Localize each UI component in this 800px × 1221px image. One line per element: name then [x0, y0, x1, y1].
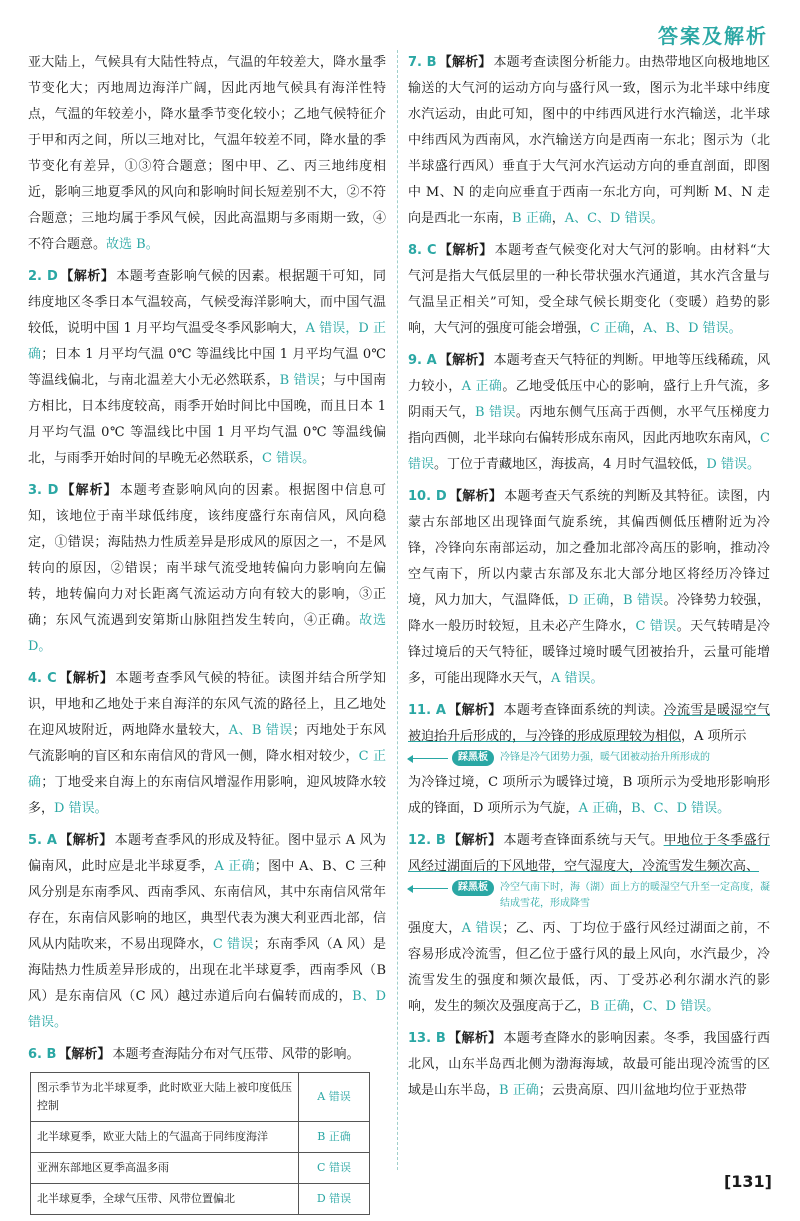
answer-highlight: 故选 D。 — [28, 613, 386, 654]
analysis-tag: 【解析】 — [58, 833, 113, 848]
question-number: 2. D — [28, 269, 58, 284]
analysis-tag: 【解析】 — [58, 1047, 111, 1062]
text: 本题考查海陆分布对气压带、风带的影响。 — [112, 1047, 360, 1062]
answer-highlight: A、C、D 错误。 — [564, 211, 664, 226]
answer-highlight: C 正确 — [590, 321, 631, 336]
text: 本题考查天气系统的判断及其特征。读图，内蒙古东部地区出现锋面气旋系统，其偏西侧低压槽附近为冷锋，冷锋向东南部运动，加之叠加北部冷高压的影响，推动冷空气南下，所以内蒙古东部及东北大部分地区将经历冷锋过境，风力加大，气温降低， — [408, 489, 770, 608]
question-number: 3. D — [28, 483, 59, 498]
answer-q4 — [28, 666, 386, 822]
underlined-text: 冷流雪是暖湿空气被迫抬升后形成的，与冷锋的形成原理较为相似 — [408, 703, 770, 744]
answer-highlight: B 错误 — [279, 373, 321, 388]
text: ， — [618, 801, 632, 816]
arrow-icon — [408, 758, 448, 759]
answer-highlight: A 错误，D 正确 — [28, 321, 386, 362]
text: 本题考查气候变化对大气河的影响。由材料“大气河是指大气低层里的一种长带状强水汽通道，其水汽含量与气温呈正相关”可知，受全球气候长期变化（变暖）趋势的影响，大气河的强度可能会增强， — [408, 243, 770, 336]
text: 本题考查影响风向的因素。根据图中信息可知，该地位于南半球低纬度，该纬度盛行东南信风，风向稳定，①错误；海陆热力性质差异是形成风的原因之一，不是风转向的原因，②错误；南半球气流受地转偏向力影响向左偏转，地转偏向力对长距离气流运动方向有较大的影响，③正确；东风气流遇到安第斯山脉阻挡发生转向，④正确。 — [28, 483, 386, 628]
analysis-tag: 【解析】 — [447, 833, 502, 848]
analysis-tag: 【解析】 — [438, 55, 492, 70]
text: 。丙地东侧气压高于西侧，水平气压梯度力指向西侧，北半球向右偏转形成东南风，因此丙地吹东南风， — [408, 405, 770, 446]
blackboard-note — [408, 750, 770, 766]
analysis-tag: 【解析】 — [438, 243, 493, 258]
question-number: 4. C — [28, 671, 57, 686]
text: ；云贵高原、四川盆地均位于亚热带 — [538, 1083, 747, 1098]
text: 本题考查锋面系统与天气。 — [503, 833, 664, 848]
answer-q12 — [408, 828, 770, 1020]
analysis-tag: 【解析】 — [447, 703, 502, 718]
underlined-text: 甲地位于冬季盛行风经过湖面后的下风地带，空气湿度大，冷流雪发生频次高、 — [408, 833, 770, 874]
answer-q2 — [28, 264, 386, 472]
question-number: 10. D — [408, 489, 447, 504]
analysis-tag: 【解析】 — [438, 353, 492, 368]
answer-highlight: C 错误。 — [262, 451, 316, 466]
analysis-tag: 【解析】 — [59, 269, 115, 284]
answer-highlight: B 正确 — [590, 999, 630, 1014]
answer-highlight: D 正确 — [568, 593, 610, 608]
text: 。乙地受低压中心的影响，盛行上升气流，多阴雨天气， — [408, 379, 770, 420]
answer-q13 — [408, 1026, 770, 1104]
note-badge: 踩黑板 — [452, 750, 494, 766]
text: 强度大， — [408, 921, 462, 936]
analysis-tag: 【解析】 — [60, 483, 118, 498]
text: 本题考查降水的影响因素。冬季，我国盛行西北风，山东半岛西北侧为渤海海域，故最可能出现冷流雪的区域是山东半岛， — [408, 1031, 770, 1098]
table-cell-result: C 错误 — [299, 1153, 370, 1184]
text: ；与中国南方相比，日本纬度较高，雨季开始时间比中国晚，而且日本 1 月平均气温 0℃ 等温线比中国 1 月平均气温 0℃ 等温线偏北，与雨季开始时间的早晚无必然联系， — [28, 373, 386, 466]
answer-q7 — [408, 50, 770, 232]
blackboard-note — [408, 880, 770, 912]
text: ， — [551, 211, 565, 226]
question-number: 5. A — [28, 833, 57, 848]
text: 本题考查天气特征的判断。甲地等压线稀疏，风力较小， — [408, 353, 770, 394]
text: ， — [629, 999, 643, 1014]
question-number: 7. B — [408, 55, 437, 70]
right-column — [408, 50, 770, 1110]
note-badge: 踩黑板 — [452, 880, 494, 896]
answer-highlight: A 正确 — [214, 859, 255, 874]
text: ， — [609, 593, 623, 608]
answer-highlight: A、B、D 错误。 — [643, 321, 742, 336]
question-number: 11. A — [408, 703, 446, 718]
answer-highlight: C 正确 — [28, 749, 386, 790]
note-text: 冷空气南下时，海（湖）面上方的暖湿空气升至一定高度，凝结成雪花，形成降雪 — [500, 882, 770, 909]
answer-q5 — [28, 828, 386, 1036]
answer-q10 — [408, 484, 770, 692]
column-divider — [397, 50, 398, 1170]
answer-q9 — [408, 348, 770, 478]
text: ；图中 A、B、C 三种风分别是东南季风、西南季风、东南信风，其中东南信风常年存在，东南信风影响的地区，典型代表为澳大利亚西北部，信风从内陆吹来，不易出现降水， — [28, 859, 386, 952]
answer-highlight: C 错误 — [635, 619, 677, 634]
answer-highlight: B 错误 — [474, 405, 516, 420]
answer-highlight: C、D 错误。 — [642, 999, 720, 1014]
answer-highlight: C 错误 — [212, 937, 254, 952]
left-column — [28, 50, 386, 1221]
answer-highlight: B 正确 — [499, 1083, 539, 1098]
text: ；丙地处于东风气流影响的盲区和东南信风的背风一侧，降水相对较少， — [28, 723, 386, 764]
answer-highlight: D 错误。 — [54, 801, 108, 816]
answer-q3 — [28, 478, 386, 660]
text: ；乙、丙、丁均位于盛行风经过湖面之前，不容易形成冷流雪，但乙位于盛行风的最上风向，水汽最少，冷流雪发生的强度和频次最低，丙、丁受苏必利尔湖水汽的影响，发生的频次及强度高于乙， — [408, 921, 770, 1014]
question-number: 9. A — [408, 353, 437, 368]
q1-continuation — [28, 50, 386, 258]
analysis-tag: 【解析】 — [58, 671, 114, 686]
text: 。天气转晴是冷锋过境后的天气特征，暖锋过境时暖气团被抬升，云量可能增多，可能出现降水天气， — [408, 619, 770, 686]
answer-highlight: A 正确 — [461, 379, 503, 394]
table-row — [31, 1073, 370, 1122]
page-number: [131] — [723, 1172, 772, 1191]
table-cell: 北半球夏季，欧亚大陆上的气温高于同纬度海洋 — [31, 1122, 299, 1153]
table-cell: 亚洲东部地区夏季高温多雨 — [31, 1153, 299, 1184]
answer-highlight: B 正确 — [512, 211, 552, 226]
question-number: 12. B — [408, 833, 446, 848]
text: ；丁地受来自海上的东南信风增湿作用影响，迎风坡降水较多， — [28, 775, 386, 816]
text: 本题考查季风的形成及特征。图中显示 A 风为偏南风，此时应是北半球夏季， — [28, 833, 386, 874]
table-row — [31, 1184, 370, 1215]
table-cell: 北半球夏季，全球气压带、风带位置偏北 — [31, 1184, 299, 1215]
answer-highlight: C 错误 — [408, 431, 770, 472]
arrow-icon — [408, 888, 448, 889]
answer-highlight: A、B 错误 — [228, 723, 293, 738]
answer-highlight: B、D 错误。 — [28, 989, 386, 1030]
note-text: 冷锋是冷气团势力强，暖气团被动抬升所形成的 — [500, 752, 710, 763]
text: 本题考查影响气候的因素。根据题干可知，同纬度地区冬季日本气温较高，气候受海洋影响大，而中国气温较低，说明中国 1 月平均气温受冬季风影响大， — [28, 269, 386, 336]
answer-highlight: 故选 B。 — [106, 237, 159, 252]
text: 本题考查读图分析能力。由热带地区向极地地区输送的大气河的运动方向与盛行风一致，图示为北半球中纬度水汽运动，由此可知，图中的中纬西风进行水汽输送，北半球中纬西风为西南风，水汽输送方向是西南一东北；图示为（北半球盛行西风）垂直于大气河水汽运动方向的垂直剖面，即图中 M、N 的走向应垂直于西南一东北方向，可判断 M、N 走向是西北一东南， — [408, 55, 770, 226]
table-cell-result: A 错误 — [299, 1073, 370, 1122]
table-cell-result: B 正确 — [299, 1122, 370, 1153]
answer-highlight: A 错误 — [461, 921, 503, 936]
answer-highlight: D 错误。 — [706, 457, 760, 472]
answer-highlight: A 错误。 — [551, 671, 604, 686]
analysis-tag: 【解析】 — [447, 1031, 502, 1046]
text: 。丁位于青藏地区，海拔高，4 月时气温较低， — [434, 457, 707, 472]
table-row — [31, 1122, 370, 1153]
question-number: 6. B — [28, 1047, 57, 1062]
header-title: 答案及解析 — [658, 24, 768, 48]
text: ，A 项所示 — [681, 729, 747, 744]
answer-q6 — [28, 1042, 386, 1215]
table-cell-result: D 错误 — [299, 1184, 370, 1215]
question-number: 13. B — [408, 1031, 446, 1046]
analysis-tag: 【解析】 — [448, 489, 503, 504]
text: 亚大陆上，气候具有大陆性特点，气温的年较差大，降水量季节变化大；丙地周边海洋广阔，因此丙地气候具有海洋性特点，气温的年较差小，降水量季节变化较小；乙地气候特征介于甲和丙之间，所以三地对比，气温年较差不同，降水量的季节变化有差异，①③符合题意；图中甲、乙、丙三地纬度相近，影响三地夏季风的风向和影响时间长短差别不大，②不符合题意；三地均属于季风气候，因此高温期与多雨期一致，④不符合题意。 — [28, 55, 386, 252]
text: ；东南季风（A 风）是海陆热力性质差异形成的，出现在北半球夏季，西南季风（B 风）是东南信风（C 风）越过赤道后向右偏转而成的， — [28, 937, 386, 1004]
text: 本题考查季风气候的特征。读图并结合所学知识，甲地和乙地处于来自海洋的东风气流的路径上，且乙地处在迎风坡附近，两地降水量较大， — [28, 671, 386, 738]
answer-highlight: B、C、D 错误。 — [631, 801, 731, 816]
text: 本题考查锋面系统的判读。 — [503, 703, 664, 718]
answer-highlight: A 正确 — [578, 801, 619, 816]
answer-q11 — [408, 698, 770, 822]
text: ， — [630, 321, 644, 336]
table-row — [31, 1153, 370, 1184]
answer-q8 — [408, 238, 770, 342]
text: 。冷锋势力较强，降水一般历时较短，且未必产生降水， — [408, 593, 770, 634]
table-cell: 图示季节为北半球夏季，此时欧亚大陆上被印度低压控制 — [31, 1073, 299, 1122]
text: 为冷锋过境，C 项所示为暖锋过境，B 项所示为受地形影响形成的锋面，D 项所示为气旋， — [408, 775, 770, 816]
question-number: 8. C — [408, 243, 437, 258]
answer-highlight: B 错误 — [622, 593, 664, 608]
text: ；日本 1 月平均气温 0℃ 等温线比中国 1 月平均气温 0℃ 等温线偏北，与南北温差大小无必然联系， — [28, 347, 386, 388]
q6-analysis-table — [30, 1072, 370, 1215]
